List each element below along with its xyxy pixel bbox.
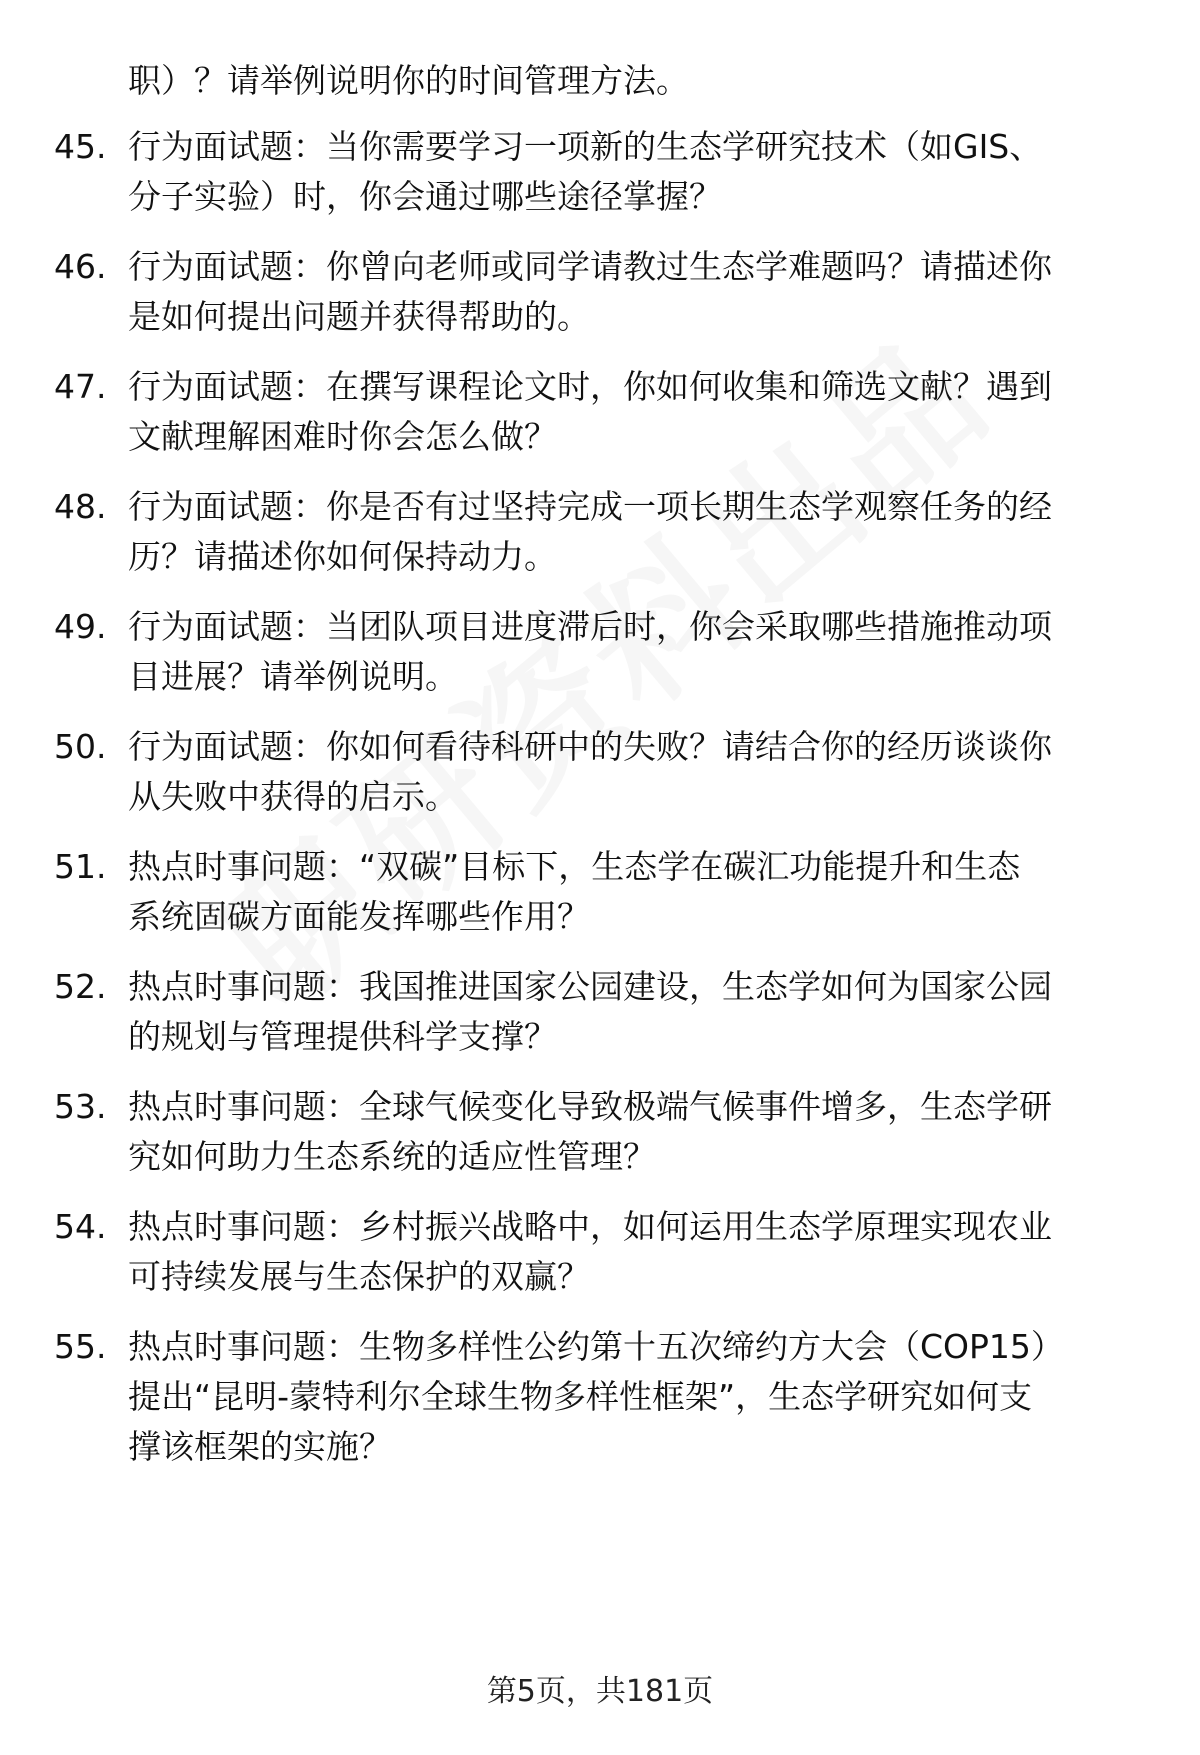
question-text-line: 行为面试题：当团队项目进度滞后时，你会采取哪些措施推动项 xyxy=(128,607,1052,646)
question-text-line: 热点时事问题：全球气候变化导致极端气候事件增多，生态学研 xyxy=(128,1087,1052,1126)
continuation-line: 职）？请举例说明你的时间管理方法。 xyxy=(128,61,689,100)
question-number: 45. xyxy=(54,127,107,166)
question-text-line: 分子实验）时，你会通过哪些途径掌握？ xyxy=(128,177,722,216)
question-text-line: 热点时事问题：乡村振兴战略中，如何运用生态学原理实现农业 xyxy=(128,1207,1052,1246)
question-number: 55. xyxy=(54,1327,107,1366)
question-text-line: 文献理解困难时你会怎么做？ xyxy=(128,417,557,456)
question-text-line: 热点时事问题：“双碳”目标下，生态学在碳汇功能提升和生态 xyxy=(128,847,1021,886)
question-number: 54. xyxy=(54,1207,107,1246)
question-text-line: 究如何助力生态系统的适应性管理？ xyxy=(128,1137,656,1176)
question-number: 47. xyxy=(54,367,107,406)
question-text-line: 热点时事问题：我国推进国家公园建设，生态学如何为国家公园 xyxy=(128,967,1052,1006)
question-text-line: 系统固碳方面能发挥哪些作用？ xyxy=(128,897,590,936)
question-text-line: 行为面试题：你如何看待科研中的失败？请结合你的经历谈谈你 xyxy=(128,727,1052,766)
question-number: 51. xyxy=(54,847,107,886)
question-text-line: 历？请描述你如何保持动力。 xyxy=(128,537,557,576)
question-text-line: 行为面试题：当你需要学习一项新的生态学研究技术（如GIS、 xyxy=(128,127,1043,166)
question-text-line: 行为面试题：你曾向老师或同学请教过生态学难题吗？请描述你 xyxy=(128,247,1052,286)
question-number: 50. xyxy=(54,727,107,766)
question-text-line: 可持续发展与生态保护的双赢？ xyxy=(128,1257,590,1296)
question-number: 46. xyxy=(54,247,107,286)
question-text-line: 行为面试题：在撰写课程论文时，你如何收集和筛选文献？遇到 xyxy=(128,367,1052,406)
question-number: 52. xyxy=(54,967,107,1006)
question-text-line: 行为面试题：你是否有过坚持完成一项长期生态学观察任务的经 xyxy=(128,487,1052,526)
question-text-line: 提出“昆明-蒙特利尔全球生物多样性框架”，生态学研究如何支 xyxy=(128,1377,1033,1416)
question-text-line: 的规划与管理提供科学支撑？ xyxy=(128,1017,557,1056)
question-text-line: 热点时事问题：生物多样性公约第十五次缔约方大会（COP15） xyxy=(128,1327,1064,1366)
question-number: 49. xyxy=(54,607,107,646)
page-footer: 第5页，共181页 xyxy=(486,1674,714,1709)
question-text-line: 是如何提出问题并获得帮助的。 xyxy=(128,297,590,336)
question-number: 48. xyxy=(54,487,107,526)
question-text-line: 撑该框架的实施？ xyxy=(128,1427,392,1466)
question-text-line: 从失败中获得的启示。 xyxy=(128,777,458,816)
question-text-line: 目进展？请举例说明。 xyxy=(128,657,458,696)
question-number: 53. xyxy=(54,1087,107,1126)
